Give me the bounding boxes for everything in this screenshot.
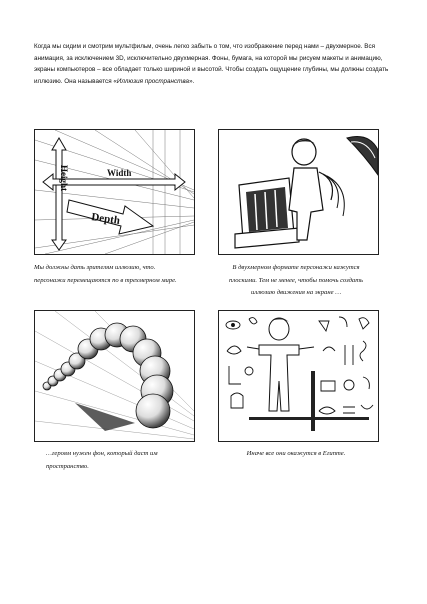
intro-paragraph: [34, 41, 394, 87]
spheres-drawing: [35, 311, 194, 441]
intro-text: Когда мы сидим и смотрим мультфильм, очень легко забыть о том, что изображение перед нами – двухмерное. Вся анимация, за исключением 3D, исключительно двухмерная. Фоны, бумага, на которой мы рисуем макеты и анимацию, экраны компьютеров – все обладает только шириной и высотой. Чтобы создать ощущение глубины, мы должны создать иллюзию. Она называется «: [34, 43, 389, 85]
axes-drawing: [35, 130, 194, 254]
caption-axes: [34, 262, 214, 287]
caption-spheres-line2: пространство.: [46, 462, 89, 470]
caption-spheres-line1: …героям нужен фон, который даст им: [46, 450, 158, 457]
caption-flat: [206, 262, 386, 300]
width-label: Width: [107, 168, 132, 178]
caption-axes-line2: персонажи перемещаются по в трехмерном мире.: [34, 276, 177, 284]
panel-flat-character: [218, 129, 379, 255]
panel-axes-illustration: [34, 129, 195, 255]
caption-egypt: [206, 448, 386, 461]
intro-emphasis: Иллюзия пространства: [116, 77, 190, 85]
intro-text-end: ».: [189, 77, 195, 85]
caption-axes-line1: Мы должны дать зрителям иллюзию, что.: [34, 264, 156, 271]
depth-label: Depth: [90, 211, 121, 227]
flat-character-drawing: [219, 130, 378, 254]
caption-flat-line3: иллюзию движения на экране …: [250, 289, 342, 297]
panel-egypt: [218, 310, 379, 442]
caption-spheres: [46, 448, 216, 473]
caption-flat-line2: плоскими. Тем не менее, чтобы помочь создать: [229, 276, 363, 284]
panel-spheres: [34, 310, 195, 442]
caption-flat-line1: В двухмерном формате персонажи кажутся: [232, 264, 360, 271]
height-label: Height: [59, 165, 69, 191]
caption-egypt-line1: Иначе все они окажутся в Египте.: [246, 450, 346, 457]
egypt-drawing: [219, 311, 378, 441]
